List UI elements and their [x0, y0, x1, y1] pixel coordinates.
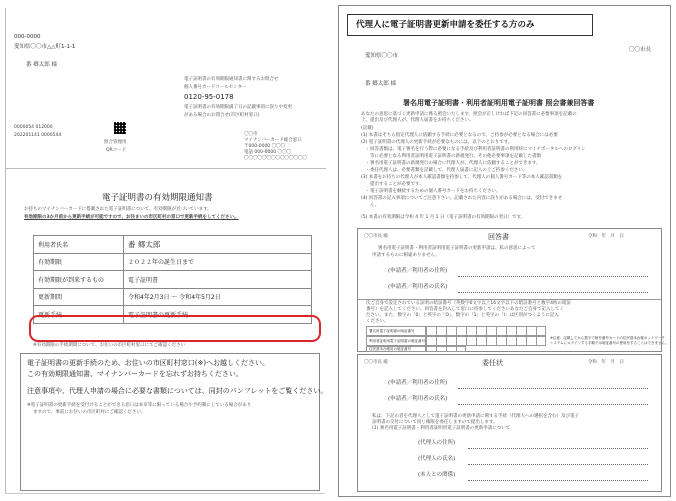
- answer-address-field[interactable]: [458, 276, 648, 277]
- answer-recipient: 〇〇市長 殿: [364, 234, 388, 239]
- notes-heading: (記載): [361, 126, 374, 131]
- proxy-address-label: (代理人の住所): [418, 440, 456, 446]
- proxy-address-field[interactable]: [468, 448, 648, 449]
- row-key-period: 更新期間: [34, 288, 124, 306]
- table-row: [34, 288, 312, 306]
- form-intro-1: あなたの意思に基づく更新申請に係る照会いたします。照会が正しければ下記の回答書に必要事項を記載の: [361, 112, 577, 117]
- delegate-name-field[interactable]: [458, 404, 648, 405]
- qr-code-icon: [114, 122, 126, 134]
- answer-text-2: 申請するものに相違ありません。: [372, 253, 440, 258]
- answer-name-field[interactable]: [458, 292, 648, 293]
- delegate-address-field[interactable]: [458, 388, 648, 389]
- validity-deadline: (5) 本書の有効期限は令和 4 年 1 月 1 日（電子証明書の有効期限の翌日）です。: [361, 215, 526, 220]
- answer-text-1: 署名用電子証明書・利用者証明用電子証明書の更新申請は、私の意思によって: [378, 246, 536, 251]
- delegate-applicant-address-label: (申請者／利用者の住所): [388, 380, 448, 386]
- notice-title: 電子証明書の有効期限通知書: [102, 193, 213, 203]
- code-row-2: 202201141 0000544: [14, 133, 62, 138]
- pin-signature-field[interactable]: [426, 326, 546, 336]
- instruction-note-1: ※電子証明書の更新手続を受付けることができる窓口は本市等に限っている場合や予約制にしている場合があり: [27, 403, 252, 408]
- row-key-expiry: 有効期限: [34, 253, 124, 271]
- pin-label-cell: [366, 326, 426, 336]
- row-key-procedure: 更新手続: [34, 306, 124, 324]
- delegate-text-1: 私は、下記の者を代理人として電子証明書の更新申請に関する手続（代理人への選択を含む）及び電子: [372, 414, 579, 419]
- postal-code: 000-0000: [14, 34, 41, 40]
- note-line: 等に必要となる利用者証明用電子証明書の新規発行、その他必要事項を記載した書類: [361, 154, 541, 159]
- instruction-note-2: ますので、事前にお住いの市区町村にご確認ください。: [33, 410, 146, 415]
- delegate-text-2: 証明書の交付について同じ権限を委任しますので提出します。: [372, 420, 498, 425]
- row-value-name: 番 郷太郎: [124, 236, 312, 254]
- inquiry-org: 個人番号カードコールセンター: [184, 85, 247, 90]
- note-line: ・電子証明書を継続するための個人番号カードをお持ちください。: [361, 189, 501, 194]
- delegate-date: 令和 年 月 日: [588, 360, 624, 365]
- proxy-relation-label: (本人との関係): [418, 472, 456, 478]
- delegate-text-3: (1) 署名用電子証明書・利用者証明用電子証明書の更新申請について: [372, 426, 511, 431]
- qr-label-2: QRコード: [106, 148, 127, 153]
- pin-instruction-3: ださい。また、数字の「0」と英字の「O」、数字の「1」と英字の「I」は区別がつくように記入: [366, 313, 559, 318]
- pin-resident-field[interactable]: [426, 346, 466, 352]
- delegate-applicant-name-label: (申請者／利用者の氏名): [388, 396, 448, 402]
- answer-title: 回答書: [488, 233, 509, 241]
- form-intro-2: 上、提出及び代理人が、代理人届書をお持ちください。: [361, 118, 474, 123]
- note-line: (4) 回答書の記入事項についてご注意下さい。記載された内容に誤りがある場合には、受付できませ: [361, 196, 563, 201]
- form-addressee: 番 郷太郎 様: [365, 81, 396, 87]
- note-line: ・委任代理人は、必要書類を記載して、代理人届書に記入の上ご持参ください。: [361, 168, 528, 173]
- pin-instruction-2: 番号）を記入してください。回答書を封入して窓口に持参してくださいあなたご自身で記入してく: [366, 307, 564, 312]
- proxy-relation-field[interactable]: [468, 480, 648, 481]
- note-line: ・署名用電子証明書の新規発行の場合に代理人が、代理人に依頼することができます。: [361, 161, 541, 166]
- row-value-procedure: 電子証明書の更新手続: [124, 306, 312, 324]
- delegate-title: 委任状: [482, 359, 503, 367]
- expiry-notice-page: [5, 8, 328, 494]
- form-header-box: [347, 14, 593, 36]
- row-key-target: 有効期限が到来するもの: [34, 271, 124, 289]
- recipient-address: 愛知県〇〇市△△町1-1-1: [14, 44, 76, 50]
- inquiry-note-1: 電子証明書の有効期限満了日の記載事項に誤りや変更: [184, 105, 292, 110]
- proxy-name-label: (代理人の氏名): [418, 456, 456, 462]
- instruction-line-1: 電子証明書の更新手続のため、お住いの市区町村窓口(※)へお越しください。: [27, 359, 270, 367]
- pin-label-resident: 住民基本台帳用の暗証番号: [369, 347, 411, 351]
- table-footnote: ※有効期限の手続期間について、お住いの市区町村窓口にてご確認ください: [33, 343, 186, 348]
- answer-date: 令和 年 月 日: [588, 234, 624, 239]
- pin-instruction-4: ください。: [366, 319, 389, 324]
- fold-divider: [6, 168, 326, 169]
- instruction-box: [20, 353, 328, 491]
- pin-label-cell: [366, 336, 426, 346]
- sender-line-4: 電話 000-0000 〇〇〇: [244, 150, 292, 155]
- delegation-form-box: [357, 354, 662, 492]
- pin-label-cell: [366, 346, 426, 352]
- sender-line-5: 〇〇〇〇〇〇〇〇〇〇〇〇〇〇: [244, 156, 307, 161]
- row-value-period: 令和4年2月3日 ～ 令和4年5月2日: [124, 288, 312, 306]
- notice-intro-2: 有効期限の3か月前から更新手続が可能ですので、お住まいの市区町村の窓口で更新手続をしてください。: [24, 215, 239, 220]
- row-value-expiry: ２０２２年の誕生日まで: [124, 253, 312, 271]
- sender-line-3: 〒000-0000 〇〇〇: [244, 144, 286, 149]
- note-line: ん。: [361, 203, 380, 208]
- highlight-oval: [29, 315, 321, 342]
- qr-label-1: 照合管理用: [104, 140, 127, 145]
- proxy-form-page: [338, 5, 671, 497]
- mayor-top: 〇〇市長: [629, 47, 652, 53]
- pin-note-1: ※注意：記載してから数字で暗号番号カードの住民基本台帳ネットワーク: [550, 336, 665, 340]
- city-address: 愛知県〇〇市: [365, 53, 399, 59]
- inquiry-heading: 電子証明書の有効期限通知書に関するお問合せ: [184, 77, 279, 82]
- form-title: 署名用電子証明書・利用者証明用電子証明書 照会書兼回答書: [403, 99, 595, 107]
- proxy-name-field[interactable]: [468, 464, 648, 465]
- instruction-line-2: この有効期限通知書、マイナンバーカードを忘れずお持ちください。: [27, 370, 243, 378]
- table-row: [34, 253, 312, 271]
- inquiry-note-2: がある場合のお問合せ(市区町村窓口): [184, 113, 260, 118]
- pin-instruction-1: 次ご自身で設定されている証明の暗証番号（英数字6文字以上16文字以下の暗証番号と数字4桁の暗証: [366, 301, 571, 306]
- sender-line-1: 〇〇市: [244, 132, 258, 137]
- note-line: ・回答書類は、電子署名を行う際に必要になる手続及び利用者証明書の利用時にマイナポータルへのログイン: [361, 147, 586, 152]
- pin-label-user: 利用者証明用電子証明書の暗証番号: [369, 339, 425, 343]
- pin-note-2: システムにログインする手順では暗証番号の使用をすることはできません。: [550, 341, 669, 345]
- notice-intro-1: お持ちのマイナンバーカードに搭載された電子証明書について、有効期限が近づいています。: [24, 207, 212, 212]
- sender-line-2: マイナンバーカード総合窓口: [244, 138, 302, 143]
- delegate-recipient: 〇〇市長 殿: [364, 360, 388, 365]
- table-row: [34, 236, 312, 254]
- pin-label-signature: 署名用電子証明書の暗証番号: [369, 329, 415, 333]
- pin-user-field[interactable]: [426, 336, 546, 346]
- table-row: [34, 271, 312, 289]
- divider: [358, 299, 661, 300]
- answer-applicant-name-label: (申請者／利用者の氏名): [388, 284, 448, 290]
- inquiry-phone: 0120-95-0178: [184, 93, 234, 101]
- answer-applicant-address-label: (申請者／利用者の住所): [388, 268, 448, 274]
- expiry-info-table: [33, 235, 312, 324]
- note-line: 提出することが必要です。: [361, 182, 424, 187]
- note-line: (3) 本書をお持ちの代理人が本人確認書類を持参して、代理人の個人番号カード等の本人確認書類を: [361, 175, 563, 180]
- row-key-name: 利用者氏名: [34, 236, 124, 254]
- code-row-1: 0000054 012000: [14, 125, 53, 130]
- instruction-line-3: 注意事項や、代理人申請の場合に必要な書類については、同封のパンフレットをご覧ください。: [27, 387, 328, 395]
- answer-form-box: [357, 228, 669, 352]
- note-line: (1) 本書はそちら指定代理人に依頼する手続に必要となるので、ご持参が必要となる場合には必要: [361, 133, 558, 138]
- recipient-name: 番 郷太郎 様: [26, 62, 57, 68]
- note-line: (2) 電子証明書の代理人の更新手続が必要なものには、以下のとおりです。: [361, 140, 513, 145]
- row-value-target: 電子証明書: [124, 271, 312, 289]
- form-header: 代理人に電子証明書更新申請を委任する方のみ: [356, 20, 535, 30]
